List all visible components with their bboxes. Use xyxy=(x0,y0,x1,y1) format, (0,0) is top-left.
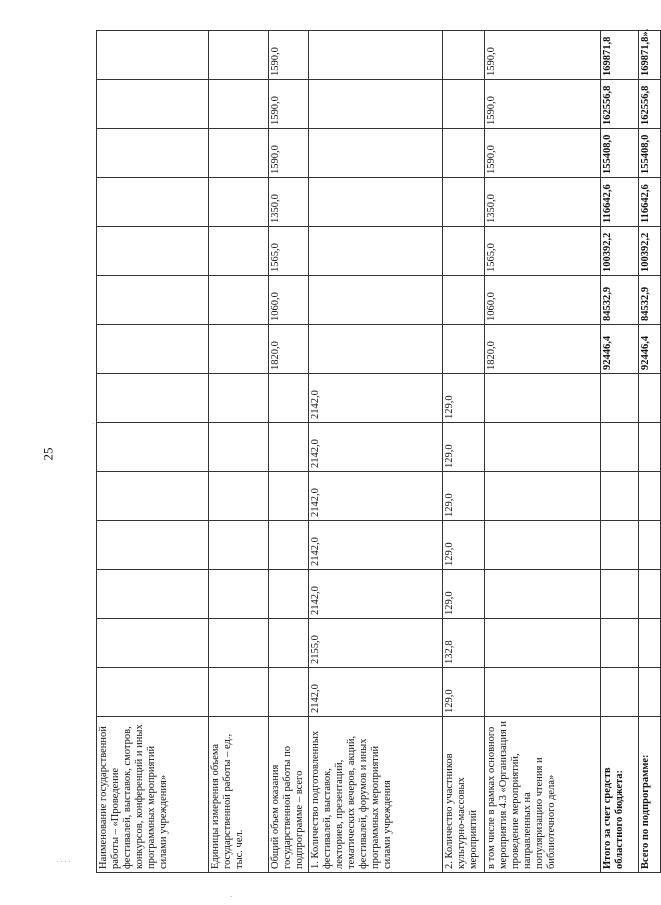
row-label: 2. Количество участников культурно-массовых мероприятий xyxy=(443,717,485,873)
table-cell xyxy=(443,325,485,374)
table-cell xyxy=(97,374,209,423)
row-label: 1. Количество подготовленных фестивалей, выставок, лекториев, презентаций, тематических вечеров, акций, фестивалей, форумов и иных программных мероприятий силами учреждения xyxy=(309,717,443,873)
table-cell xyxy=(269,423,309,472)
table-cell xyxy=(97,178,209,227)
row-label: Единицы измерения объема государственной работы – ед., тыс. чел. xyxy=(209,717,269,873)
table-cell xyxy=(97,31,209,80)
table-cell: 1060,0 xyxy=(269,276,309,325)
table-cell xyxy=(209,325,269,374)
table-cell: 84532,9 xyxy=(601,276,639,325)
table-cell xyxy=(209,178,269,227)
table-cell xyxy=(309,80,443,129)
table-cell: 129,0 xyxy=(443,374,485,423)
table-body xyxy=(97,28,661,873)
table-cell xyxy=(601,668,639,717)
table-cell xyxy=(601,521,639,570)
table-cell xyxy=(601,472,639,521)
table-cell xyxy=(639,374,661,423)
table-cell xyxy=(485,423,601,472)
table-cell xyxy=(209,472,269,521)
table-cell: 100392,2 xyxy=(601,227,639,276)
table-cell xyxy=(97,227,209,276)
table-cell: 2142,0 xyxy=(309,374,443,423)
table-cell xyxy=(97,472,209,521)
table-cell xyxy=(269,570,309,619)
table-cell xyxy=(485,570,601,619)
table-cell xyxy=(485,521,601,570)
table-cell xyxy=(97,423,209,472)
table-cell xyxy=(443,178,485,227)
table-cell xyxy=(209,276,269,325)
page-number: 25 xyxy=(40,447,56,461)
table-cell xyxy=(209,31,269,80)
table-cell xyxy=(485,619,601,668)
table-cell: 2142,0 xyxy=(309,668,443,717)
table-cell: 129,0 xyxy=(443,423,485,472)
table-row xyxy=(97,31,209,873)
table-cell: 169871,8 xyxy=(601,31,639,80)
row-label: Общий объем оказания государственной работы по подпрограмме – всего xyxy=(269,717,309,873)
table-cell xyxy=(209,521,269,570)
table-cell: 1820,0 xyxy=(485,325,601,374)
table-row xyxy=(639,31,661,873)
table-cell xyxy=(97,129,209,178)
table-cell: 1820,0 xyxy=(269,325,309,374)
table-cell xyxy=(443,80,485,129)
table-cell xyxy=(309,276,443,325)
table-cell: 116642,6 xyxy=(639,178,661,227)
table-cell: 1350,0 xyxy=(485,178,601,227)
table-cell: 129,0 xyxy=(443,472,485,521)
table-cell xyxy=(209,129,269,178)
table-cell: 155408,0 xyxy=(639,129,661,178)
table-cell xyxy=(209,227,269,276)
table-cell xyxy=(209,570,269,619)
table-cell xyxy=(269,521,309,570)
table-cell: 2142,0 xyxy=(309,521,443,570)
row-label: Всего по подпрограмме: xyxy=(639,717,661,873)
table-row xyxy=(601,31,639,873)
table-cell xyxy=(269,619,309,668)
table-cell xyxy=(269,374,309,423)
table-cell xyxy=(601,619,639,668)
table-cell xyxy=(209,668,269,717)
table-row xyxy=(443,31,485,873)
table-cell: 129,0 xyxy=(443,521,485,570)
table-cell: 162556,8 xyxy=(639,80,661,129)
table-cell xyxy=(209,80,269,129)
table-cell: 2155,0 xyxy=(309,619,443,668)
table-row xyxy=(269,31,309,873)
table-cell: 1590,0 xyxy=(485,129,601,178)
table-cell: 92446,4 xyxy=(601,325,639,374)
table-cell xyxy=(443,129,485,178)
table-cell xyxy=(209,374,269,423)
table-cell: 1590,0 xyxy=(485,31,601,80)
table-cell: 1060,0 xyxy=(485,276,601,325)
table-cell xyxy=(443,31,485,80)
scan-speck: · xyxy=(92,420,95,428)
table-cell xyxy=(639,423,661,472)
table-cell: 1590,0 xyxy=(269,80,309,129)
table-cell: 1565,0 xyxy=(269,227,309,276)
table-cell: 155408,0 xyxy=(601,129,639,178)
table-cell xyxy=(601,423,639,472)
table-cell xyxy=(97,521,209,570)
table-cell: 129,0 xyxy=(443,668,485,717)
table-cell: 116642,6 xyxy=(601,178,639,227)
table-cell xyxy=(269,472,309,521)
table-cell xyxy=(269,668,309,717)
table-cell xyxy=(209,423,269,472)
table-cell xyxy=(97,276,209,325)
scan-speck: · xyxy=(230,893,233,901)
row-label: Наименование государственной работы – «Проведение фестивалей, выставок, смотров, конкурсов, конференций и иных программных мероприятий силами учреждения» xyxy=(97,717,209,873)
table-cell xyxy=(485,668,601,717)
table-cell xyxy=(601,374,639,423)
table-cell: 2142,0 xyxy=(309,570,443,619)
table-row xyxy=(209,31,269,873)
table-cell: 132,8 xyxy=(443,619,485,668)
table-cell xyxy=(97,570,209,619)
table-cell: 92446,4 xyxy=(639,325,661,374)
table-cell xyxy=(639,619,661,668)
table-cell xyxy=(639,668,661,717)
table-cell xyxy=(639,472,661,521)
table-cell xyxy=(209,619,269,668)
table-cell: 84532,9 xyxy=(639,276,661,325)
table-cell: 100392,2 xyxy=(639,227,661,276)
table-cell xyxy=(309,129,443,178)
table-cell xyxy=(97,668,209,717)
table-cell xyxy=(97,325,209,374)
table-cell xyxy=(639,521,661,570)
table-row xyxy=(309,31,443,873)
table-cell: 2142,0 xyxy=(309,423,443,472)
budget-table xyxy=(96,30,661,873)
table-cell: 1565,0 xyxy=(485,227,601,276)
row-label: в том числе в рамках основного мероприятия 4.3 «Организация и проведение мероприятий, направленных на популяризацию чтения и библиотечного дела» xyxy=(485,717,601,873)
table-cell: 129,0 xyxy=(443,570,485,619)
table-cell xyxy=(309,31,443,80)
table-cell xyxy=(601,570,639,619)
table-cell: 1590,0 xyxy=(269,31,309,80)
table-cell xyxy=(639,570,661,619)
scan-speck: · · · · xyxy=(56,858,71,866)
table-cell xyxy=(485,374,601,423)
table-cell xyxy=(309,227,443,276)
table-cell: 169871,8». xyxy=(639,31,661,80)
table-cell xyxy=(485,472,601,521)
table-cell xyxy=(309,178,443,227)
table-cell xyxy=(443,227,485,276)
table-row xyxy=(485,31,601,873)
table-cell: 162556,8 xyxy=(601,80,639,129)
rotated-table-wrapper xyxy=(96,28,651,873)
table-cell: 1590,0 xyxy=(269,129,309,178)
table-cell xyxy=(97,80,209,129)
row-label: Итого за счет средств областного бюджета: xyxy=(601,717,639,873)
table-cell: 2142,0 xyxy=(309,472,443,521)
table-cell: 1350,0 xyxy=(269,178,309,227)
table-cell xyxy=(309,325,443,374)
table-cell: 1590,0 xyxy=(485,80,601,129)
table-cell xyxy=(97,619,209,668)
table-cell xyxy=(443,276,485,325)
